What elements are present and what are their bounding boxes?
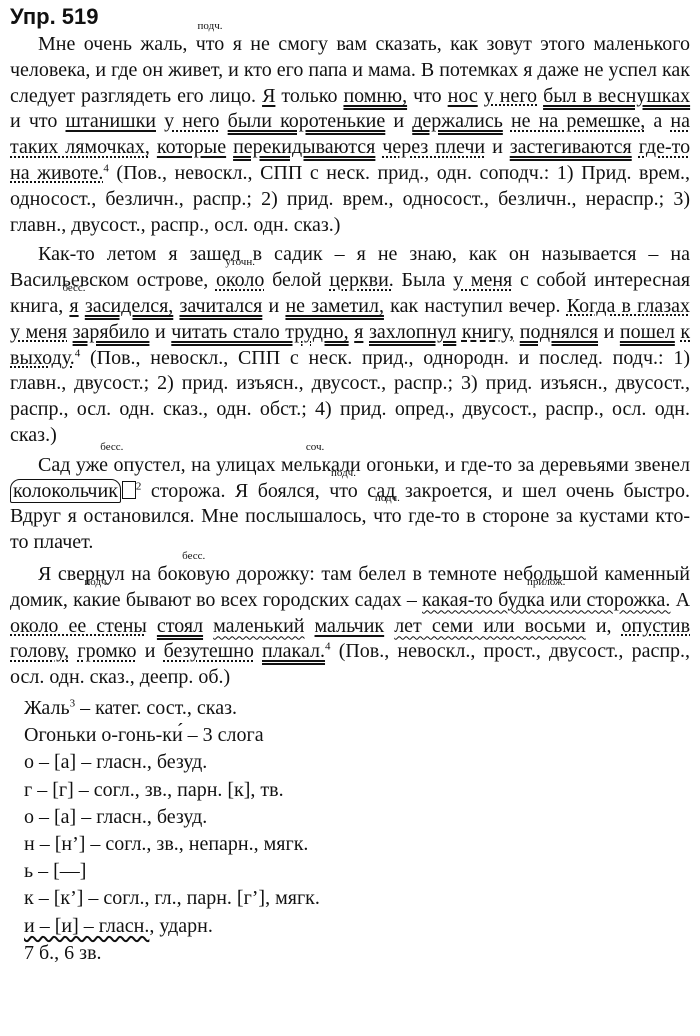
- predicate: был в веснушках: [543, 84, 691, 107]
- subject: Я: [262, 84, 276, 107]
- paragraph-2: [10, 242, 690, 448]
- note-line: ь – [—]: [24, 860, 87, 883]
- predicate: перекидываются: [233, 136, 376, 159]
- footnote-mark: 4: [74, 346, 81, 359]
- exercise-title: Упр. 519: [10, 4, 99, 29]
- conjunction-subord: подч. какие: [73, 589, 121, 611]
- text: только: [281, 84, 338, 107]
- note-line: г – [г] – согл., зв., парн. [к], тв.: [24, 778, 284, 801]
- subject: бесс. я: [69, 295, 78, 317]
- predicate: держались: [412, 110, 503, 133]
- clarifying-adverbial: уточн. около: [216, 269, 264, 291]
- text: А: [675, 588, 691, 611]
- adverbial: у меня: [453, 269, 513, 292]
- conjunction-subord: подч. что: [329, 480, 358, 502]
- adverbial: где-то на животе.: [10, 136, 691, 184]
- predicate: помню,: [343, 84, 408, 107]
- predicate: пошел: [619, 320, 675, 343]
- text: сад закроется, и шел очень быстро. Вдруг я остановился. Мне послышалось,: [10, 479, 691, 528]
- footnote-mark: 4: [103, 162, 109, 175]
- paragraph-4: [10, 562, 690, 691]
- text: и: [393, 110, 405, 133]
- text: где-то в стороне за кустами кто-то плачет.: [10, 505, 691, 554]
- predicate: засиделся,: [84, 294, 174, 317]
- text: и что: [10, 110, 58, 133]
- word-analysis: [10, 695, 690, 967]
- note-line: о – [а] – гласн., безуд.: [24, 805, 208, 828]
- predicate: зарябило: [72, 320, 150, 343]
- adverbial: к выходу.: [10, 320, 691, 369]
- adverbial: Когда в глазах: [566, 294, 691, 317]
- predicate: были коротенькие: [227, 110, 386, 133]
- text: а: [653, 110, 663, 133]
- text: и: [268, 294, 280, 317]
- subject: мальчик: [314, 614, 385, 637]
- note-line: Жаль$^3$ – катег. сост., сказ.: [24, 696, 237, 719]
- apposition: прилож. какая-то будка или сторожка.: [422, 589, 670, 611]
- subject: штанишки: [65, 110, 156, 133]
- text: я не смогу вам сказать, как зовут этого маленького человека, и где он живет, и кто его папа и мама. В потемках я даже не успел как следует разглядеть его лицо.: [10, 33, 691, 107]
- note-line: 7 б., 6 зв.: [24, 941, 102, 964]
- paragraph-1: [10, 32, 690, 238]
- note-line: о – [а] – гласн., безуд.: [24, 751, 208, 774]
- predicate: поднялся: [519, 320, 599, 343]
- text: Я свернул на: [38, 562, 151, 585]
- analysis: (Пов., невоскл., СПП с неск. прид., одн. соподч.: 1) Прид. врем., односост., безличн., распр.; 2) прид. врем., односост., безличн., нераспр.; 3) главн., двусост., распр., осл. одн. сказ.): [10, 161, 691, 236]
- boxed-word: колокольчик: [10, 479, 121, 503]
- text: Была: [401, 269, 446, 292]
- adverbial: через плечи: [382, 136, 486, 159]
- note-line: к – [к’] – согл., гл., парн. [г’], мягк.: [24, 887, 320, 910]
- text: с собой интересная книга,: [10, 269, 691, 317]
- text: Как-то летом я зашел в садик – я не знаю, как он называется – на Васильевском острове,: [10, 243, 690, 292]
- clause-coord: соч. на улицах мелькали огоньки,: [191, 454, 439, 476]
- clause-impersonal: бесс. Сад уже опустел,: [38, 454, 186, 476]
- adverbial: у меня: [10, 320, 68, 343]
- attribute: лет семи или восьми: [394, 614, 586, 637]
- text: дорожку: там белел в темноте небольшой каменный домик,: [10, 562, 691, 611]
- conjunction-subord: подч. что: [373, 505, 402, 527]
- text: как наступил вечер.: [390, 294, 561, 317]
- predicate: захлопнул: [369, 320, 457, 343]
- impersonal-mark: бесс. боковую: [157, 563, 230, 585]
- adverbial: на таких лямочках,: [10, 110, 691, 159]
- ending-box: [122, 481, 136, 499]
- text: и: [492, 136, 503, 159]
- text: белой: [272, 269, 322, 292]
- text: что: [413, 84, 442, 107]
- footnote-mark: 2: [135, 479, 142, 492]
- object: книгу,: [461, 320, 515, 343]
- predicate: не заметил,: [285, 294, 384, 317]
- predicate: стоял: [156, 614, 204, 637]
- text: и: [603, 320, 615, 343]
- text: и,: [595, 614, 612, 637]
- subject: которые: [156, 136, 227, 159]
- predicate: зачитался: [179, 294, 263, 317]
- adverbial: громко: [77, 640, 137, 663]
- paragraph-3: [10, 453, 690, 556]
- adverbial: у него: [483, 84, 538, 107]
- adverbial: безутешно: [163, 640, 254, 663]
- attribute: маленький: [213, 614, 305, 637]
- adverbial: у него: [164, 110, 220, 133]
- note-line: н – [н’] – согл., зв., непарн., мягк.: [24, 832, 309, 855]
- text: и: [155, 320, 166, 343]
- adverbial: опустив голову,: [10, 614, 691, 663]
- subject: я: [354, 320, 364, 343]
- text: сторожа. Я боялся,: [150, 479, 320, 502]
- analysis: (Пов., невоскл., прост., двусост., распр., осл. одн. сказ., деепр. об.): [10, 640, 691, 689]
- analysis: (Пов., невоскл., СПП с неск. прид., однородн. и послед. подч.: 1) главн., двусост.; 2) прид. изъясн., двусост., распр.; 3) прид. изъясн., двусост., распр., осл. одн. сказ., одн. обст.; 4) прид. опред., двусост., распр., осл. одн. сказ.): [10, 346, 690, 446]
- subject: нос: [447, 84, 478, 107]
- text: и где-то за деревьями звенел: [444, 453, 691, 476]
- adverbial: около ее стены: [10, 614, 147, 637]
- predicate: застегиваются: [509, 136, 632, 159]
- adverbial: не на ремешке,: [510, 110, 646, 133]
- text: Мне очень жаль,: [38, 33, 188, 55]
- footnote-mark: 4: [325, 640, 331, 653]
- note-line: Огоньки о-гонь-ки́ – 3 слога: [24, 724, 264, 747]
- conjunction-subord: подч. что: [196, 33, 225, 55]
- adverbial: церкви.: [329, 269, 394, 292]
- predicate: читать стало трудно,: [171, 320, 349, 343]
- text: и: [144, 640, 156, 663]
- text: бывают во всех городских садах –: [125, 588, 417, 611]
- note-line: и – [и] – гласн., ударн.: [24, 914, 213, 937]
- predicate: плакал.: [262, 640, 326, 663]
